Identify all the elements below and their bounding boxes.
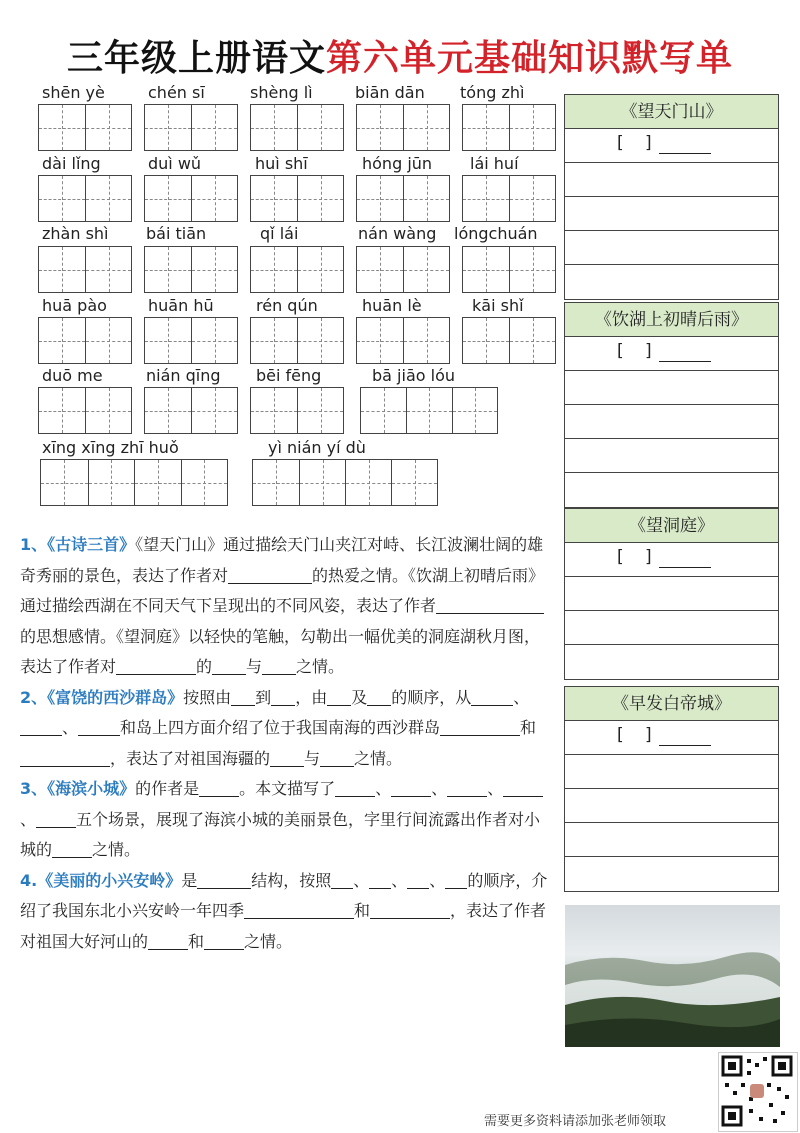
forest-landscape-photo	[565, 905, 780, 1047]
answer-blank[interactable]	[445, 870, 467, 889]
question-2: 2、《富饶的西沙群岛》按照由 到 ，由 及 的顺序，从 、、 和岛上四方面介绍了位于我国南海的西沙群岛 和，表达了对祖国海疆的 与 之情。	[20, 687, 537, 768]
answer-blank[interactable]	[148, 931, 188, 950]
pinyin-label: zhàn shì	[42, 224, 109, 243]
question-title: 《富饶的西沙群岛》	[47, 687, 184, 707]
answer-blank[interactable]	[335, 778, 375, 797]
pinyin-label: dài lǐng	[42, 154, 101, 173]
poem-title: 《早发白帝城》	[565, 687, 778, 721]
pinyin-label: kāi shǐ	[472, 296, 524, 315]
answer-blank[interactable]	[116, 656, 196, 675]
poem-line[interactable]	[565, 473, 778, 507]
pinyin-label: shèng lì	[250, 83, 313, 102]
writing-grid[interactable]	[250, 104, 344, 151]
pinyin-label: yì nián yí dù	[268, 438, 366, 457]
pinyin-label: nán wàng	[358, 224, 437, 243]
poem-line[interactable]	[565, 857, 778, 891]
poem-line[interactable]	[565, 231, 778, 265]
writing-grid[interactable]	[462, 104, 556, 151]
title-part1: 三年级上册语文	[66, 38, 326, 79]
question-1: 1、《古诗三首》《望天门山》通过描绘天门山夹江对峙、长江波澜壮阔的雄奇秀丽的景色，表达了作者对 的热爱之情。《饮湖上初晴后雨》通过描绘西湖在不同天气下呈现出的不同风姿，表达了作者的思想感情。《望洞庭》以轻快的笔触，勾勒出一幅优美的洞庭湖秋月图，表达了作者对 的 与 之情。	[20, 535, 545, 676]
poem-box	[564, 302, 779, 508]
answer-blank[interactable]	[327, 687, 351, 706]
question-3: 3、《海滨小城》的作者是 。本文描写了 、 、 、、 五个场景，展现了海滨小城的美丽景色，字里行间流露出作者对小城的 之情。	[20, 774, 550, 866]
writing-grid[interactable]	[144, 387, 238, 434]
poem-line[interactable]	[565, 543, 778, 577]
pinyin-label: biān dān	[355, 83, 425, 102]
writing-grid[interactable]	[356, 317, 450, 364]
writing-grid[interactable]	[144, 246, 238, 293]
answer-blank[interactable]	[407, 870, 429, 889]
answer-blank[interactable]	[78, 717, 120, 736]
answer-blank[interactable]	[447, 778, 487, 797]
pinyin-label: rén qún	[256, 296, 318, 315]
answer-blank[interactable]	[231, 687, 255, 706]
answer-blank[interactable]	[262, 656, 296, 675]
writing-grid[interactable]	[360, 387, 498, 434]
writing-grid[interactable]	[252, 459, 438, 506]
pinyin-label: huì shī	[255, 154, 308, 173]
writing-grid[interactable]	[356, 175, 450, 222]
pinyin-label: tóng zhì	[460, 83, 525, 102]
answer-blank[interactable]	[440, 717, 520, 736]
poem-line[interactable]	[565, 755, 778, 789]
author-bracket: [ ]	[617, 341, 660, 361]
author-bracket: [ ]	[617, 725, 660, 745]
poem-line[interactable]	[565, 577, 778, 611]
author-bracket: [ ]	[617, 547, 660, 567]
poem-line[interactable]	[565, 129, 778, 163]
pinyin-label: huā pào	[42, 296, 107, 315]
title-part2: 第六单元基础知识默写单	[326, 38, 734, 79]
answer-blank[interactable]	[436, 595, 544, 614]
poem-title: 《饮湖上初晴后雨》	[565, 303, 778, 337]
answer-blank[interactable]	[370, 900, 450, 919]
writing-grid[interactable]	[38, 387, 132, 434]
pinyin-label: huān hū	[148, 296, 214, 315]
pinyin-label: bái tiān	[146, 224, 207, 243]
pinyin-label: lái huí	[470, 154, 519, 173]
pinyin-label: nián qīng	[146, 366, 221, 385]
answer-blank[interactable]	[391, 778, 431, 797]
answer-blank[interactable]	[52, 839, 92, 858]
answer-blank[interactable]	[270, 748, 304, 767]
poem-line[interactable]	[565, 163, 778, 197]
poem-box	[564, 94, 779, 300]
footer-note: 需要更多资料请添加张老师领取	[484, 1114, 667, 1129]
question-title: 《古诗三首》	[47, 535, 136, 554]
poem-line[interactable]	[565, 439, 778, 473]
writing-grid[interactable]	[144, 104, 238, 151]
poem-line[interactable]	[565, 405, 778, 439]
pinyin-label: bēi fēng	[256, 366, 322, 385]
writing-grid[interactable]	[38, 175, 132, 222]
poem-line[interactable]	[565, 265, 778, 299]
answer-blank[interactable]	[199, 778, 239, 797]
poem-line[interactable]	[565, 789, 778, 823]
poem-line[interactable]	[565, 371, 778, 405]
pinyin-label: shēn yè	[42, 83, 105, 102]
answer-blank[interactable]	[367, 687, 391, 706]
answer-blank[interactable]	[36, 809, 76, 828]
pinyin-label: hóng jūn	[362, 154, 433, 173]
pinyin-label: bā jiāo lóu	[372, 366, 455, 385]
answer-blank[interactable]	[20, 717, 62, 736]
pinyin-label: lóngchuán	[454, 224, 538, 243]
poem-title: 《望洞庭》	[565, 509, 778, 543]
pinyin-label: chén sī	[148, 83, 205, 102]
poem-line[interactable]	[565, 721, 778, 755]
pinyin-label: duō me	[42, 366, 103, 385]
poem-line[interactable]	[565, 337, 778, 371]
answer-blank[interactable]	[228, 565, 312, 584]
poem-line[interactable]	[565, 645, 778, 679]
pinyin-label: duì wǔ	[148, 154, 202, 173]
writing-grid[interactable]	[250, 246, 344, 293]
poem-title: 《望天门山》	[565, 95, 778, 129]
author-bracket: [ ]	[617, 133, 660, 153]
writing-grid[interactable]	[144, 317, 238, 364]
writing-grid[interactable]	[356, 104, 450, 151]
pinyin-label: xīng xīng zhī huǒ	[42, 438, 179, 457]
writing-grid[interactable]	[250, 387, 344, 434]
writing-grid[interactable]	[38, 317, 132, 364]
qr-code[interactable]	[718, 1052, 798, 1132]
writing-grid[interactable]	[250, 317, 344, 364]
writing-grid[interactable]	[356, 246, 450, 293]
writing-grid[interactable]	[40, 459, 228, 506]
poem-line[interactable]	[565, 197, 778, 231]
answer-blank[interactable]	[503, 778, 543, 797]
page-title	[0, 30, 800, 81]
answer-blank[interactable]	[212, 656, 246, 675]
answer-blank[interactable]	[369, 870, 391, 889]
writing-grid[interactable]	[462, 175, 556, 222]
writing-grid[interactable]	[38, 104, 132, 151]
answer-blank[interactable]	[197, 870, 251, 889]
answer-blank[interactable]	[271, 687, 295, 706]
writing-grid[interactable]	[462, 246, 556, 293]
questions	[20, 530, 550, 957]
question-title: 《海滨小城》	[47, 779, 136, 798]
writing-grid[interactable]	[250, 175, 344, 222]
question-title: 《美丽的小兴安岭》	[37, 870, 182, 890]
writing-grid[interactable]	[38, 246, 132, 293]
answer-blank[interactable]	[244, 900, 354, 919]
answer-blank[interactable]	[320, 748, 354, 767]
poem-box	[564, 686, 779, 892]
answer-blank[interactable]	[331, 870, 353, 889]
pinyin-label: qǐ lái	[260, 224, 299, 243]
poem-box	[564, 508, 779, 680]
writing-grid[interactable]	[144, 175, 238, 222]
answer-blank[interactable]	[204, 931, 244, 950]
poem-line[interactable]	[565, 611, 778, 645]
answer-blank[interactable]	[20, 748, 110, 767]
question-4: 4.《美丽的小兴安岭》是 结构，按照 、 、 、 的顺序，介绍了我国东北小兴安岭一年四季 和 ，表达了作者对祖国大好河山的 和 之情。	[20, 870, 548, 951]
writing-grid[interactable]	[462, 317, 556, 364]
answer-blank[interactable]	[471, 687, 513, 706]
poem-line[interactable]	[565, 823, 778, 857]
pinyin-label: huān lè	[362, 296, 422, 315]
